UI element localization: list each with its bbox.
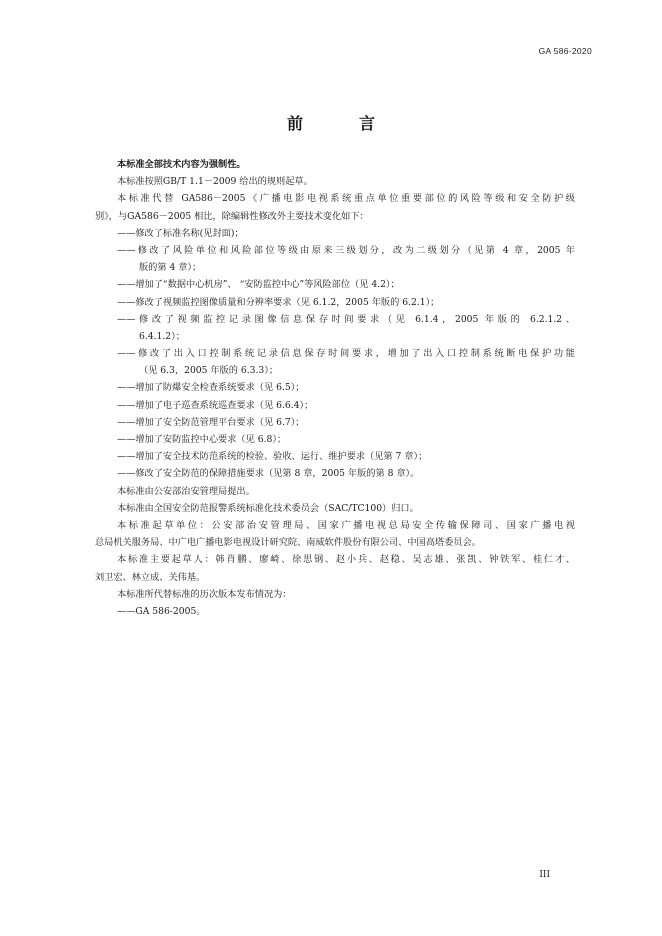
change-item: ——修改了风险单位和风险部位等级由原来三级划分，改为二级划分（见第 4 章，2005 年 <box>117 244 575 256</box>
drafters-line-2: 刘卫宏、林立成、关伟基。 <box>95 571 206 583</box>
change-item: ——修改了出入口控制系统记录信息保存时间要求，增加了出入口控制系统断电保护功能 <box>117 348 575 360</box>
drafting-units-line-1: 本标准起草单位：公安部治安管理局、国家广播电视总局安全传输保障司、国家广播电视 <box>117 519 575 531</box>
change-item: ——增加了安防监控中心要求（见 6.8）； <box>117 434 287 445</box>
replacement-paragraph-line-2: 别》，与GA586－2005 相比，除编辑性修改外主要技术变化如下： <box>95 210 369 222</box>
change-item: ——增加了防爆安全检查系统要求（见 6.5）； <box>117 382 305 394</box>
change-item: ——修改了安全防范的保障措施要求（见第 8 章，2005 年版的第 8 章）。 <box>117 468 420 480</box>
proposer-paragraph: 本标准由公安部治安管理局提出。 <box>117 485 255 497</box>
change-item: ——修改了标准名称(见封面)； <box>117 227 244 239</box>
change-item: ——增加了电子巡查系统巡查要求（见 6.6.4）； <box>117 399 314 411</box>
change-item: ——增加了安全防范管理平台要求（见 6.7）； <box>117 416 305 428</box>
replacement-paragraph-line-1: 本标准代替 GA586－2005《广播电影电视系统重点单位重要部位的风险等级和安全防护级 <box>117 193 575 205</box>
drafting-rules-paragraph: 本标准按照GB/T 1.1－2009 给出的规则起草。 <box>117 176 313 188</box>
history-item: ——GA 586-2005。 <box>117 605 206 617</box>
change-item: ——修改了视频监控图像质量和分辨率要求（见 6.1.2，2005 年版的 6.2.1）； <box>117 296 440 308</box>
standard-code: GA 586-2020 <box>538 46 592 56</box>
foreword-body <box>95 156 575 620</box>
committee-paragraph: 本标准由全国安全防范报警系统标准化技术委员会（SAC/TC100）归口。 <box>117 502 419 514</box>
history-paragraph: 本标准所代替标准的历次版本发布情况为： <box>117 588 292 600</box>
change-item: ——增加了“数据中心机房”、 “安防监控中心”等风险部位（见 4.2）； <box>117 279 400 291</box>
change-item: ——增加了安全技术防范系统的检验、验收、运行、维护要求（见第 7 章）； <box>117 451 428 463</box>
page-title: 前 言 <box>286 114 395 133</box>
change-item-continuation: （见 6.3，2005 年版的 6.3.3）； <box>139 365 279 377</box>
change-item-continuation: 版的第 4 章）； <box>139 262 202 274</box>
drafting-units-line-2: 总局机关服务局、中广电广播电影电视设计研究院、南威软件股份有限公司、中国高塔委员会。 <box>95 537 481 549</box>
drafters-line-1: 本标准主要起草人：韩肖鹏、廖崎、徐思钢、赵小兵、赵稳、吴志雄、张凯、钟铁军、桂仁才、 <box>117 554 575 566</box>
change-item-continuation: 6.4.1.2）； <box>139 330 185 342</box>
change-item: ——修改了视频监控记录图像信息保存时间要求（见 6.1.4，2005 年版的 6.2.1.2、 <box>117 313 575 325</box>
mandatory-statement: 本标准全部技术内容为强制性。 <box>117 159 246 170</box>
page-number: III <box>539 870 550 880</box>
